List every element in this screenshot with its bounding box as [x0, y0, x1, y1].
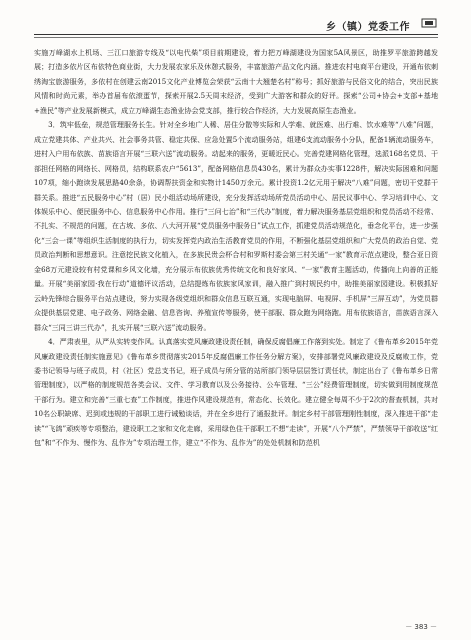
header-rule	[34, 34, 438, 35]
running-head-ornament-icon	[420, 17, 438, 29]
page-header	[34, 16, 438, 38]
paragraph: 实施万峰湖水上机场、三江口旅游专线及“以电代柴”项目前期建设，着力把万峰湖建设为国家5A风景区，助推罗平旅游跨越发展；打造多依片区布依特色商业街，大力发展农家乐及休憩式服务，丰富旅游产品文化内涵。推进农村电商平台建设，开通布依刺绣淘宝旅游服务，多依村在创建云南2015文化产业博览会荣获“云南十大翘楚名村”称号；抓好旅游与民俗文化的结合，突出民族风情和时尚元素，举办首届布依滚蛋节，探索开展2.5天周末经济，受到广大游客和群众的好评。探索“公司+协会+支部+基地+渔民”等产业发展新模式，成立万峰湖生态渔业协会党支部，推行较合作经济，大力发展高原生态渔业。	[34, 48, 438, 115]
article-body	[34, 46, 438, 451]
paragraph: 4．严肃表里，从严从实转变作风。认真落实党风廉政建设责任制，确保反腐倡廉工作落到实处。制定了《鲁布革乡2015年党风廉政建设责任制实施意见》《鲁布革乡贯彻落实2015年反腐倡廉工作任务分解方案》，安排部署党风廉政建设及反腐败工作，党委书记领导与班子成员，村（社区）党总支书记，班子成员与所分管的站所部门领导层层签订责任状，制定出台了《鲁布革乡日常管理制度》，以严格的制度规范各类会议、文件、学习教育以及公务接待、公车管理、“三公”经费管理制度，切实做到用制度规范干部行为。建立和完善“三重七查”工作制度，推进作风建设规范有，常态化、长效化。建立健全每周不少于2次的督查机制，共对10名公职缺席、迟到或违规的干部职工进行诫勉谈话，并在全乡进行了通报批评。制定乡村干部管理刚性制度，深入推进干部“走读”“飞鸽”顽疾等专项整治，建设职工之家和文化走廊，采用绿色住干部职工不想“走读”，开展“八个严禁”，严禁领导干部收送“红包”和“不作为、慢作为、乱作为”专项治理工作，建立“不作为、乱作为”的处处机制和防范机	[34, 337, 438, 448]
paragraph: 3．筑牢低垒，规范管理服务长生。针对全乡地广人稀、居住分散等实际和人学难、就医难、出行难、饮水难等“八难”问题，成立党建共体、产业共兴、社会事务共管、稳定共保、应急处置5个流动服务站，组建6支流动服务小分队，配备1辆流动服务车，进村入户用布依族、苗族语言开展“三联六送”流动服务。动起来的服务，更暖近民心。完善党建网格化管理，选派168名党员、干部担任网格的网络长、网格员，结构联系农户“5613”，配备网格信息员430名，累计为群众办实事1228件，解决实际困难和问题107项，缩小跑读发展思路40余条，协调帮扶资金和实物计1450万余元。累计投资1.2亿元用于解决“八难”问题，密切干党群干群关系。推进“五民服务中心”村（居）民小组活动场所建设，充分发挥活动场所党员活动中心、居民议事中心、学习培训中心、文体娱乐中心、便民服务中心、信息服务中心作用。推行“三问七治”和“三代办”制度，着力解决服务基层党组织和党员活动不经常、不扎实、不规范的问题，在古坡、多依、八大河开展“党员服务中服务日”试点工作，抓建党员活动规范化，垂念化平台，进一步强化“三会一课”等组织生活制度的执行力，切实发挥党内政治生活教育党员的作用，不断强化基层党组织和广大党员的政治自觉、党员政治判断和思想意识。注意挖民族文化植入，在多族民贵会杯合村和罗斯村委会第三村关通“一家”教育示范点建设，整合亚日资金68万元建设较有村党课和乡风文化墙，充分展示布依族优秀传统文化和良好家风、“一家”教育主题活动，传播向上向善的正能量。开展“美丽家园·我在行动”道德评议活动，总结提炼布依族家风家训，融入推广到村规民约中，助推美丽家园建设。积极抓好云岭先锋综合服务平台站点建设，努力实现各级党组织和群众信息互联互通，实现电脑屏、电视屏、手机屏“三屏互动”，为党员群众提供基层党建、电子政务、网络金融、信息咨询、养殖宣传等服务，使干部服、群众跑为网络跑。用布依族语言，苗族语言深入群众“三同三讲三代办”，扎实开展“三联六送”流动服务。	[34, 120, 438, 332]
running-head-title: 乡（镇）党委工作	[326, 22, 410, 33]
header-rule-thin	[34, 37, 438, 38]
page-number: － 383 －	[405, 623, 437, 631]
